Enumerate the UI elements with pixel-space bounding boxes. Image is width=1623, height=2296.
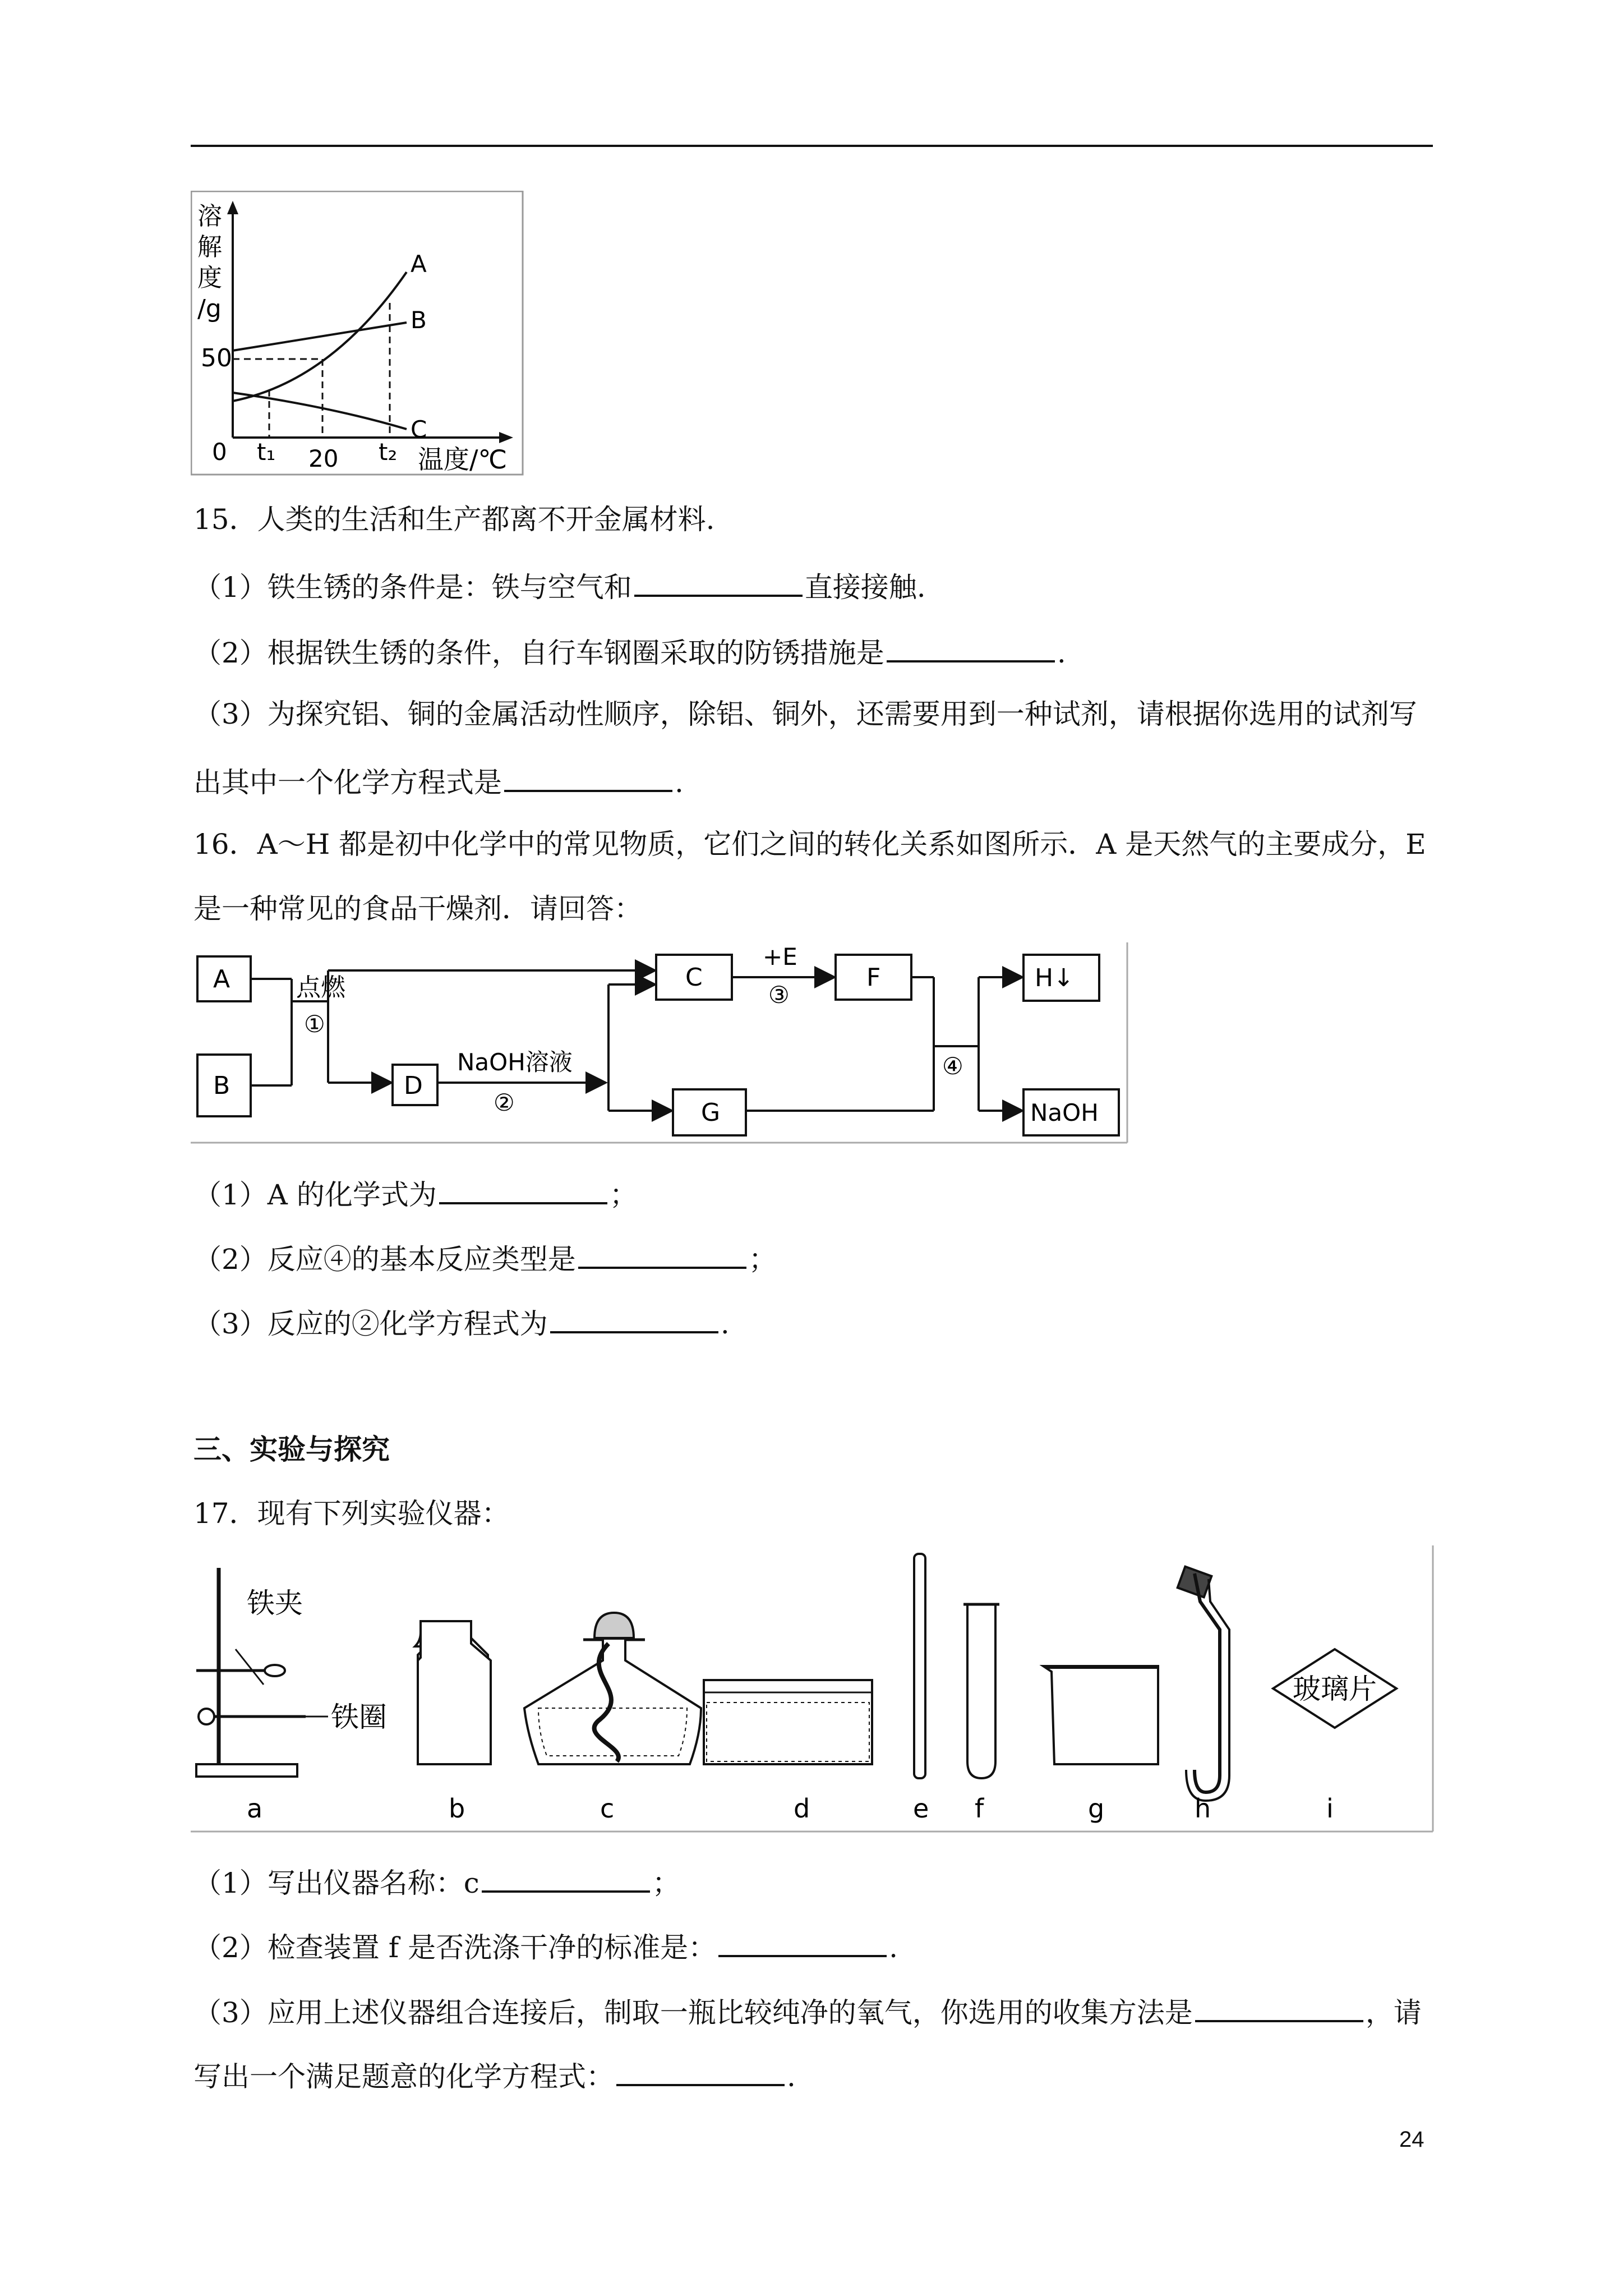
label-3: ③ — [768, 981, 790, 1009]
letter-f: f — [975, 1793, 984, 1824]
q16-part3 — [193, 1303, 730, 1341]
solubility-chart — [191, 191, 527, 477]
letter-a: a — [247, 1793, 263, 1824]
q16-p1-blank — [439, 1174, 607, 1204]
y-axis-arrow — [227, 201, 238, 214]
x-tick-t2: t₂ — [379, 438, 398, 466]
q17-part2 — [193, 1927, 898, 1964]
apparatus-i-glass-sheet — [1273, 1649, 1396, 1728]
q17-p3-text: （3）应用上述仪器组合连接后，制取一瓶比较纯净的氧气，你选用的收集方法是 — [193, 1996, 1193, 2029]
x-axis-label: 温度/℃ — [418, 444, 508, 475]
curve-a-label: A — [411, 250, 427, 278]
label-iron-clamp: 铁夹 — [247, 1587, 303, 1619]
page-number: 24 — [1399, 2127, 1424, 2152]
q16-p2-blank — [578, 1239, 746, 1269]
q15-p2-blank — [887, 632, 1055, 662]
q16-p3-text: （3）反应的②化学方程式为 — [193, 1308, 548, 1340]
label-ignite: 点燃 — [296, 973, 345, 1002]
x-origin: 0 — [212, 438, 227, 466]
q16-p2-tail: ； — [748, 1243, 777, 1276]
letter-c: c — [600, 1793, 615, 1824]
letter-i: i — [1326, 1793, 1334, 1824]
label-4: ④ — [942, 1052, 963, 1080]
curve-c-label: C — [411, 416, 427, 443]
x-tick-t1: t₁ — [257, 438, 276, 466]
q15-p1-text: （1）铁生锈的条件是：铁与空气和 — [193, 571, 632, 604]
label-glass-sheet: 玻璃片 — [1293, 1673, 1377, 1705]
q17-p1-blank — [482, 1862, 650, 1893]
apparatus-a-iron-stand — [196, 1568, 387, 1777]
q15-part3-line1: （3）为探究铝、铜的金属活动性顺序，除铝、铜外，还需要用到一种试剂，请根据你选用的试剂写 — [193, 698, 1417, 730]
q16-part1 — [193, 1174, 638, 1212]
q15-p2-text: （2）根据铁生锈的条件，自行车钢圈采取的防锈措施是 — [193, 637, 884, 669]
curve-c — [233, 393, 407, 429]
q17-p1-text: （1）写出仪器名称：c — [193, 1867, 479, 1899]
y-label-char-3: 度 — [197, 264, 222, 292]
curve-b-label: B — [411, 306, 427, 334]
q17-p4-text: 写出一个满足题意的化学方程式： — [193, 2060, 614, 2093]
q17-stem: 17．现有下列实验仪器： — [193, 1497, 510, 1530]
curve-b — [233, 323, 407, 351]
header-rule — [191, 145, 1433, 147]
q16-stem-line1: 16．A～H 都是初中化学中的常见物质，它们之间的转化关系如图所示．A 是天然气的主要成分，E — [193, 828, 1426, 861]
q15-p3-blank — [504, 762, 672, 792]
q15-part2 — [193, 632, 1066, 670]
letter-g: g — [1088, 1793, 1105, 1824]
label-2: ② — [494, 1089, 515, 1116]
q15-p3-tail: . — [675, 766, 684, 799]
q17-p4-tail: . — [787, 2060, 796, 2093]
q16-p3-blank — [550, 1303, 718, 1333]
q17-p2-text: （2）检查装置 f 是否洗涤干净的标准是： — [193, 1931, 717, 1964]
section-title: 三、实验与探究 — [193, 1433, 390, 1466]
q16-reaction-diagram — [191, 942, 1133, 1144]
letter-b: b — [449, 1793, 465, 1824]
x-tick-20: 20 — [308, 445, 339, 472]
apparatus-h-stopper-tube — [1178, 1567, 1229, 1801]
q17-p2-blank — [718, 1927, 887, 1957]
box-c-label: C — [685, 963, 703, 992]
q17-p4-blank — [616, 2056, 785, 2086]
apparatus-f-test-tube — [967, 1604, 995, 1778]
y-tick-50: 50 — [201, 344, 232, 372]
label-1: ① — [304, 1010, 325, 1038]
box-g-label: G — [701, 1098, 721, 1127]
q16-p1-tail: ； — [609, 1179, 638, 1211]
apparatus-e-glass-rod — [914, 1554, 925, 1778]
q17-part4 — [193, 2056, 796, 2093]
label-iron-ring: 铁圈 — [331, 1701, 387, 1733]
q17-p3-tail: ，请 — [1365, 1996, 1422, 2029]
apparatus-c-alcohol-lamp — [524, 1613, 701, 1764]
q16-p1-text: （1）A 的化学式为 — [193, 1179, 437, 1211]
q17-part3 — [193, 1992, 1422, 2030]
apparatus-d-water-trough — [704, 1680, 872, 1764]
q17-p1-tail: ； — [652, 1867, 680, 1899]
label-naoh-solution: NaOH溶液 — [457, 1048, 573, 1076]
y-label-char-4: /g — [197, 295, 222, 323]
box-d-label: D — [404, 1071, 423, 1100]
q15-part3-line2 — [193, 762, 684, 799]
x-axis-arrow — [499, 432, 513, 443]
q16-part2 — [193, 1239, 777, 1276]
box-f-label: F — [866, 963, 881, 992]
box-h-label: H↓ — [1035, 964, 1074, 992]
q15-p1-tail: 直接接触. — [804, 571, 926, 604]
letter-h: h — [1195, 1793, 1211, 1824]
q17-apparatus-figure — [191, 1540, 1436, 1834]
q16-stem-line2: 是一种常见的食品干燥剂．请回答： — [193, 892, 642, 925]
q17-p2-tail: . — [889, 1931, 898, 1964]
box-naoh-label: NaOH — [1030, 1099, 1099, 1126]
box-b-label: B — [213, 1071, 230, 1100]
q17-part1 — [193, 1862, 680, 1900]
q15-p2-tail: . — [1057, 637, 1066, 669]
letter-d: d — [794, 1793, 810, 1824]
q15-p3-text: 出其中一个化学方程式是 — [193, 766, 502, 799]
q15-part1 — [193, 567, 926, 604]
q17-p3-blank — [1195, 1992, 1363, 2022]
y-label-char-1: 溶 — [197, 202, 222, 231]
box-a-label: A — [213, 965, 230, 993]
y-label-char-2: 解 — [197, 233, 222, 261]
q15-stem: 15．人类的生活和生产都离不开金属材料. — [193, 503, 715, 536]
q16-p2-text: （2）反应④的基本反应类型是 — [193, 1243, 576, 1276]
apparatus-g-beaker — [1043, 1666, 1158, 1764]
q15-p1-blank — [634, 567, 803, 597]
letter-e: e — [913, 1793, 929, 1824]
q16-p3-tail: . — [720, 1308, 730, 1340]
label-plus-e: +E — [763, 943, 797, 970]
